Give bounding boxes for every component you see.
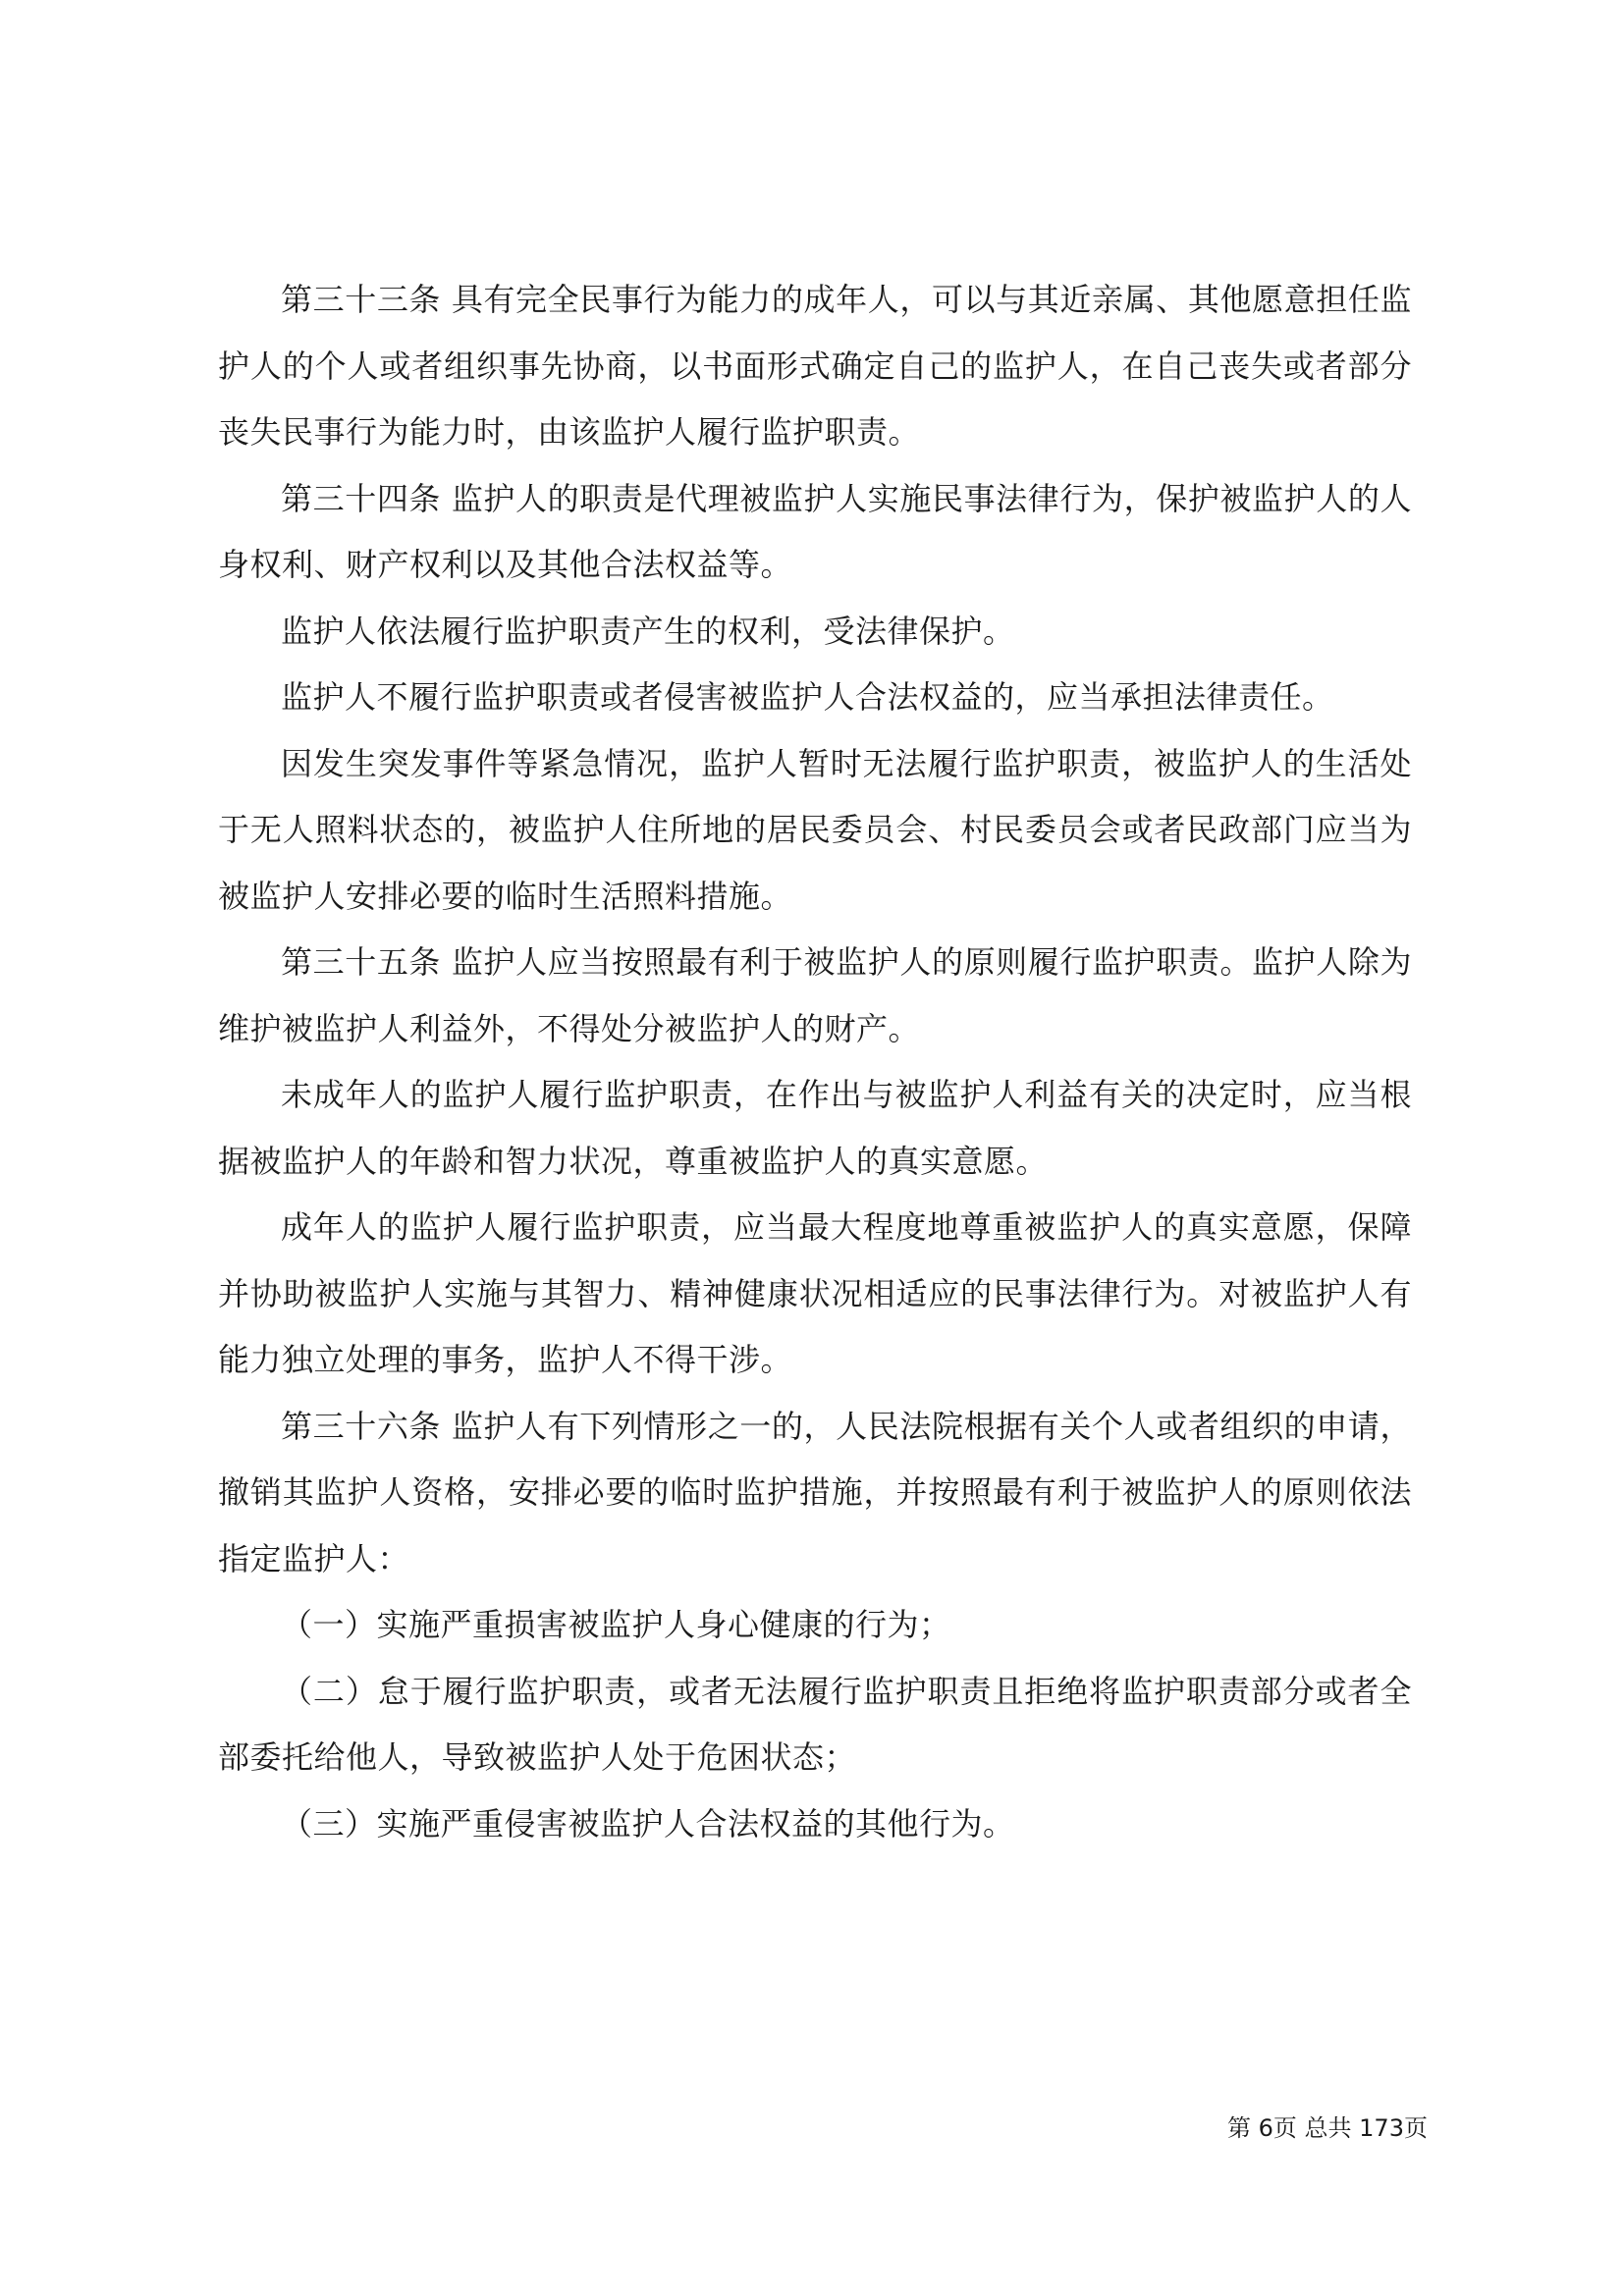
document-body [218, 267, 1412, 1857]
paragraph-article-34-rights: 监护人依法履行监护职责产生的权利，受法律保护。 [281, 612, 1015, 650]
paragraph-article-34-emergency: 因发生突发事件等紧急情况，监护人暂时无法履行监护职责，被监护人的生活处于无人照料状态的，被监护人住所地的居民委员会、村民委员会或者民政部门应当为被监护人安排必要的临时生活照料措施。 [218, 744, 1412, 915]
list-item-article-36-2: （二）怠于履行监护职责，或者无法履行监护职责且拒绝将监护职责部分或者全部委托给他人，导致被监护人处于危困状态； [218, 1672, 1412, 1776]
paragraph-article-36: 第三十六条 监护人有下列情形之一的，人民法院根据有关个人或者组织的申请，撤销其监护人资格，安排必要的临时监护措施，并按照最有利于被监护人的原则依法指定监护人： [218, 1407, 1412, 1577]
page-number-footer: 第 6页 总共 173页 [1227, 2114, 1428, 2142]
paragraph-article-34: 第三十四条 监护人的职责是代理被监护人实施民事法律行为，保护被监护人的人身权利、财产权利以及其他合法权益等。 [218, 479, 1412, 583]
list-item-article-36-3: （三）实施严重侵害被监护人合法权益的其他行为。 [281, 1804, 1015, 1842]
paragraph-article-35: 第三十五条 监护人应当按照最有利于被监护人的原则履行监护职责。监护人除为维护被监护人利益外，不得处分被监护人的财产。 [218, 943, 1412, 1047]
paragraph-article-35-adult: 成年人的监护人履行监护职责，应当最大程度地尊重被监护人的真实意愿，保障并协助被监护人实施与其智力、精神健康状况相适应的民事法律行为。对被监护人有能力独立处理的事务，监护人不得干涉。 [218, 1208, 1412, 1378]
paragraph-article-35-minor: 未成年人的监护人履行监护职责，在作出与被监护人利益有关的决定时，应当根据被监护人的年龄和智力状况，尊重被监护人的真实意愿。 [218, 1076, 1412, 1180]
list-item-article-36-1: （一）实施严重损害被监护人身心健康的行为； [281, 1606, 951, 1643]
paragraph-article-34-liability: 监护人不履行监护职责或者侵害被监护人合法权益的，应当承担法律责任。 [281, 678, 1334, 716]
paragraph-article-33: 第三十三条 具有完全民事行为能力的成年人，可以与其近亲属、其他愿意担任监护人的个人或者组织事先协商，以书面形式确定自己的监护人，在自己丧失或者部分丧失民事行为能力时，由该监护人履行监护职责。 [218, 281, 1412, 451]
